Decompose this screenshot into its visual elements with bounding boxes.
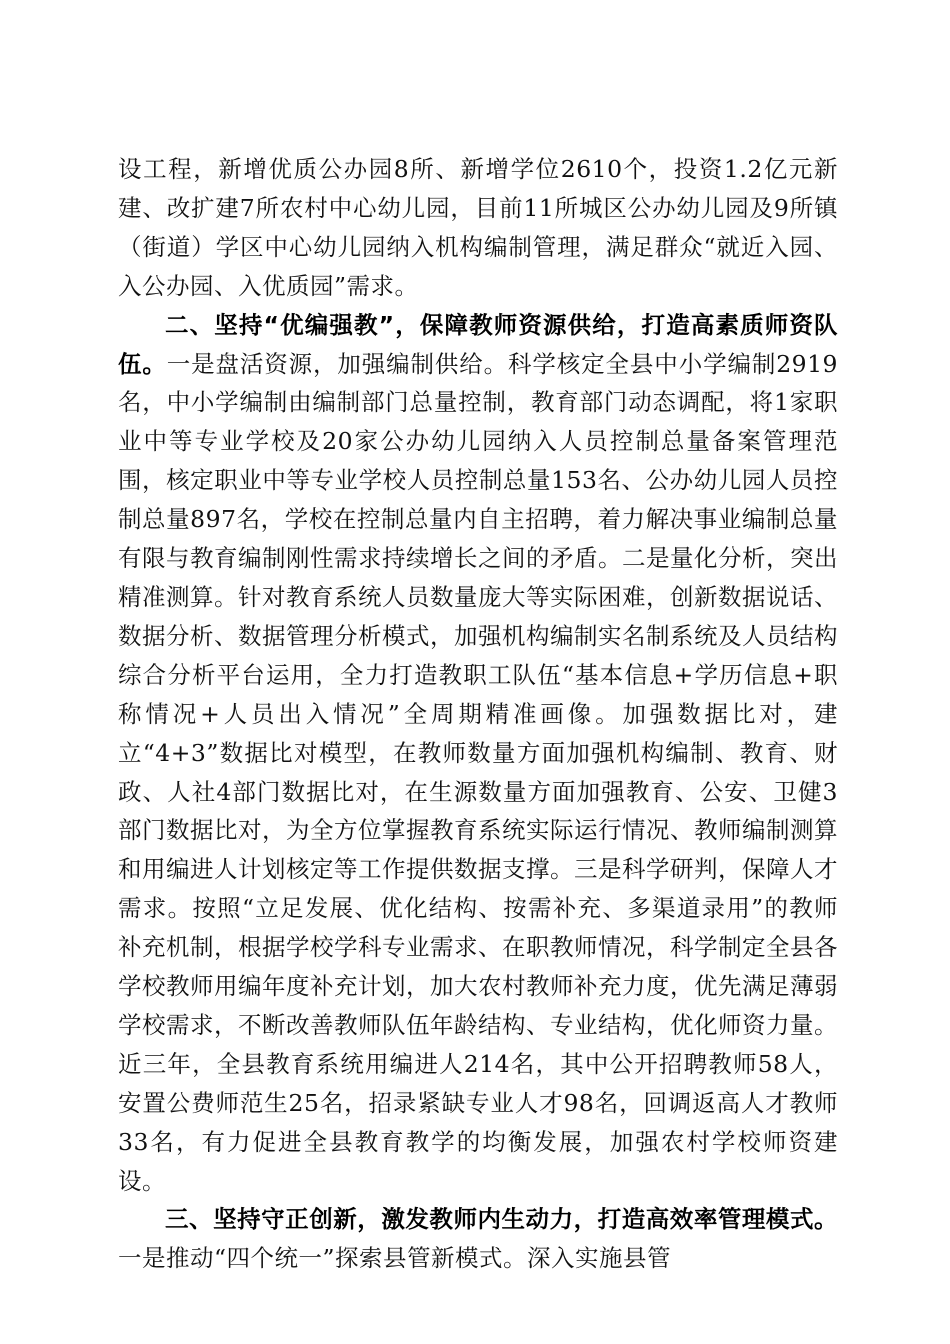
paragraph-1-text: 设工程，新增优质公办园8所、新增学位2610个，投资1.2亿元新建、改扩建7所农村中心幼儿园，目前11所城区公办幼儿园及9所镇（街道）学区中心幼儿园纳入机构编制管理，满足群众“就近入园、入公办园、入优质园”需求。 [118,155,838,300]
paragraph-2 [118,306,838,1201]
document-page [118,150,838,1278]
section-heading-3: 三、坚持守正创新，激发教师内生动力，打造高效率管理模式。 [165,1205,838,1234]
paragraph-2-text: 一是盘活资源，加强编制供给。科学核定全县中小学编制2919名，中小学编制由编制部门总量控制，教育部门动态调配，将1家职业中等专业学校及20家公办幼儿园纳入人员控制总量备案管理范围，核定职业中等专业学校人员控制总量153名、公办幼儿园人员控制总量897名，学校在控制总量内自主招聘，着力解决事业编制总量有限与教育编制刚性需求持续增长之间的矛盾。二是量化分析，突出精准测算。针对教育系统人员数量庞大等实际困难，创新数据说话、数据分析、数据管理分析模式，加强机构编制实名制系统及人员结构综合分析平台运用，全力打造教职工队伍“基本信息+学历信息+职称情况+人员出入情况”全周期精准画像。加强数据比对，建立“4+3”数据比对模型，在教师数量方面加强机构编制、教育、财政、人社4部门数据比对，在生源数量方面加强教育、公安、卫健3部门数据比对，为全方位掌握教育系统实际运行情况、教师编制测算和用编进人计划核定等工作提供数据支撑。三是科学研判，保障人才需求。按照“立足发展、优化结构、按需补充、多渠道录用”的教师补充机制，根据学校学科专业需求、在职教师情况，科学制定全县各学校教师用编年度补充计划，加大农村教师补充力度，优先满足薄弱学校需求，不断改善教师队伍年龄结构、专业结构，优化师资力量。近三年，全县教育系统用编进人214名，其中公开招聘教师58人，安置公费师范生25名，招录紧缺专业人才98名，回调返高人才教师33名，有力促进全县教育教学的均衡发展，加强农村学校师资建设。 [118,349,839,1195]
section-heading-2: 二、坚持“优编强教”，保障教师资源供给，打造高素质师资队伍。 [118,310,838,378]
paragraph-3-text: 一是推动“四个统一”探索县管新模式。深入实施县管 [118,1244,672,1273]
paragraph-3 [118,1200,838,1278]
paragraph-1 [118,150,838,306]
